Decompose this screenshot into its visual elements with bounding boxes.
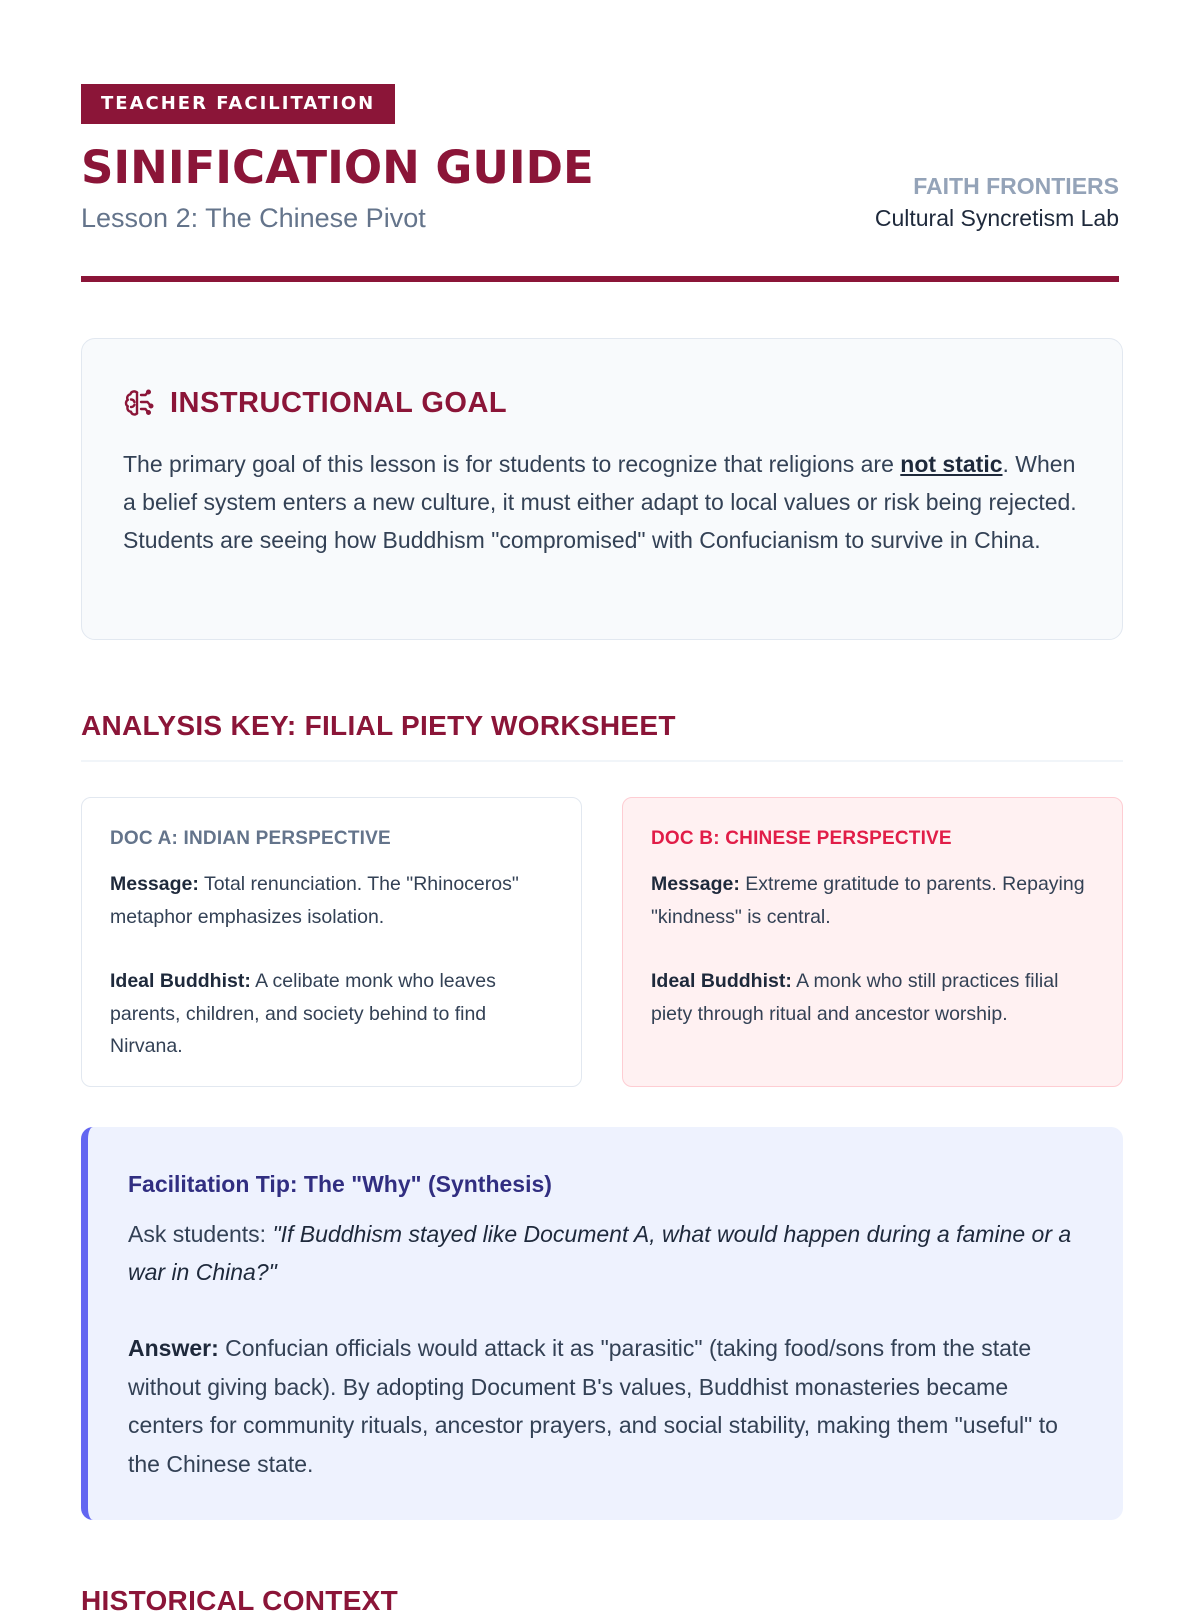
question-text: "If Buddhism stayed like Document A, what would happen during a famine or a war in China?" (128, 1221, 1072, 1285)
tip-title: Facilitation Tip: The "Why" (Synthesis) (128, 1171, 552, 1197)
tip-question (128, 1215, 1083, 1291)
analysis-section-title: ANALYSIS KEY: FILIAL PIETY WORKSHEET (81, 710, 1123, 762)
instructional-goal-box (81, 338, 1123, 640)
doc-b-label: DOC B: CHINESE PERSPECTIVE (651, 828, 952, 849)
brand-subtitle: Cultural Syncretism Lab (874, 205, 1119, 231)
message-label: Message: (651, 873, 740, 895)
ask-prefix: Ask students: (128, 1221, 273, 1247)
answer-text: Confucian officials would attack it as "parasitic" (taking food/sons from the state without giving back). By adopting Document B's values, Buddhist monasteries became centers for community rituals, ancestor prayers, and social stability, making them "useful" to the Chinese state. (128, 1335, 1058, 1477)
doc-b-card (622, 797, 1123, 1087)
doc-b-message (651, 868, 1094, 933)
ideal-label: Ideal Buddhist: (110, 970, 251, 992)
lesson-subtitle: Lesson 2: The Chinese Pivot (81, 203, 426, 233)
message-text: Total renunciation. The "Rhinoceros" metaphor emphasizes isolation. (110, 873, 519, 928)
brand-block (875, 172, 1119, 236)
goal-title: INSTRUCTIONAL GOAL (170, 386, 508, 419)
historical-context-title: HISTORICAL CONTEXT (81, 1585, 399, 1616)
brand-name: FAITH FRONTIERS (913, 173, 1119, 199)
message-label: Message: (110, 873, 199, 895)
goal-text-part: . When a belief system enters a new culture, it must either adapt to local values or risk being rejected. Students are seeing how Buddhism "compromised" with Confucianism to survive in China. (123, 451, 1077, 553)
doc-a-label: DOC A: INDIAN PERSPECTIVE (110, 828, 391, 849)
facilitation-tip-box (81, 1127, 1123, 1520)
message-text: Extreme gratitude to parents. Repaying "kindness" is central. (651, 873, 1085, 928)
tip-answer (128, 1329, 1083, 1483)
answer-label: Answer: (128, 1335, 219, 1361)
brain-icon (123, 387, 155, 419)
goal-text (123, 445, 1082, 559)
doc-a-ideal (110, 965, 553, 1063)
ideal-text: A celibate monk who leaves parents, children, and society behind to find Nirvana. (110, 970, 496, 1057)
goal-text-part: The primary goal of this lesson is for students to recognize that religions are (123, 451, 901, 477)
doc-b-ideal (651, 965, 1094, 1030)
role-badge: TEACHER FACILITATION (81, 84, 395, 124)
doc-a-card (81, 797, 582, 1087)
ideal-label: Ideal Buddhist: (651, 970, 792, 992)
goal-header (123, 383, 1082, 423)
goal-emphasis: not static (900, 451, 1003, 477)
page-title: SINIFICATION GUIDE (81, 141, 594, 194)
document-header (81, 84, 1119, 282)
doc-a-message (110, 868, 553, 933)
ideal-text: A monk who still practices filial piety through ritual and ancestor worship. (651, 970, 1059, 1025)
